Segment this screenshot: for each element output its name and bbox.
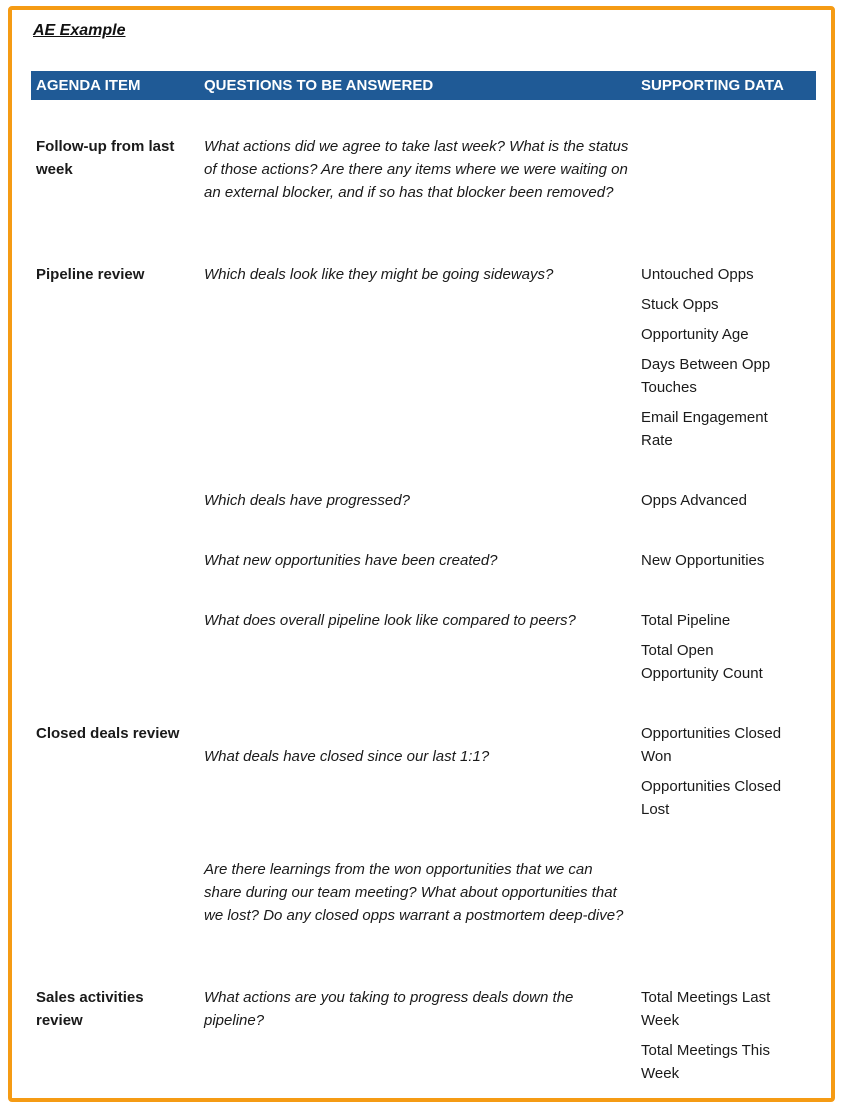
agenda-closed: Closed deals review <box>36 725 180 742</box>
support-opportunity-age: Opportunity Age <box>641 326 749 343</box>
document-title: AE Example <box>33 22 126 39</box>
question-actions: What actions are you taking to progress deals down the pipeline? <box>204 989 574 1029</box>
header-agenda-item: AGENDA ITEM <box>36 77 141 94</box>
support-opps-advanced: Opps Advanced <box>641 492 747 509</box>
support-closed-won: Opportunities Closed Won <box>641 725 782 765</box>
question-overall: What does overall pipeline look like compared to peers? <box>204 612 576 629</box>
header-supporting-data: SUPPORTING DATA <box>641 77 784 94</box>
agenda-sales: Sales activities review <box>36 989 144 1029</box>
question-closed-since: What deals have closed since our last 1:1? <box>204 748 490 765</box>
support-total-pipeline: Total Pipeline <box>641 612 731 629</box>
header-questions: QUESTIONS TO BE ANSWERED <box>204 77 434 94</box>
support-email-rate: Email Engagement Rate <box>641 409 768 449</box>
support-untouched-opps: Untouched Opps <box>641 266 754 283</box>
question-progressed: Which deals have progressed? <box>204 492 410 509</box>
support-meetings-this: Total Meetings This Week <box>641 1042 770 1082</box>
support-total-open: Total Open Opportunity Count <box>641 642 763 682</box>
support-new-opportunities: New Opportunities <box>641 552 765 569</box>
question-sideways: Which deals look like they might be going sideways? <box>204 266 554 283</box>
question-learnings: Are there learnings from the won opportunities that we can share during our team meeting? What about opportunities that we lost? Do any closed opps warrant a postmortem deep-dive? <box>204 861 624 924</box>
agenda-pipeline: Pipeline review <box>36 266 145 283</box>
table-header <box>31 71 816 100</box>
support-days-between: Days Between Opp Touches <box>641 356 771 396</box>
support-stuck-opps: Stuck Opps <box>641 296 719 313</box>
question-followup: What actions did we agree to take last week? What is the status of those actions? Are there any items where we were waiting on an external blocker, and if so has that blocker been removed? <box>204 138 629 201</box>
support-closed-lost: Opportunities Closed Lost <box>641 778 782 818</box>
question-new-opps: What new opportunities have been created? <box>204 552 498 569</box>
support-meetings-last: Total Meetings Last Week <box>641 989 771 1029</box>
agenda-followup: Follow-up from last week <box>36 138 175 178</box>
